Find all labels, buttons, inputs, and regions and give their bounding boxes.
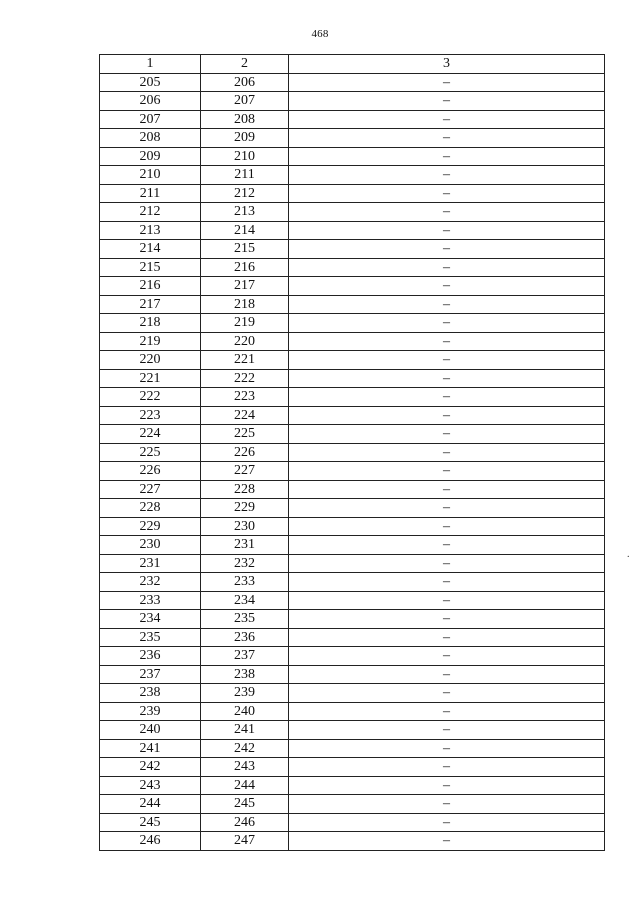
table-cell-col-3: – (289, 462, 605, 481)
table-cell-col-2: 211 (201, 166, 289, 185)
table-row (100, 166, 605, 185)
table-cell-col-3: – (289, 758, 605, 777)
table-cell-col-2: 208 (201, 110, 289, 129)
column-header-2: 2 (201, 55, 289, 74)
table-cell-col-1: 242 (100, 758, 201, 777)
table-row (100, 832, 605, 851)
table-cell-col-2: 225 (201, 425, 289, 444)
table-cell-col-2: 233 (201, 573, 289, 592)
table-cell-col-3: – (289, 406, 605, 425)
table-row (100, 332, 605, 351)
table-cell-col-2: 223 (201, 388, 289, 407)
table-row (100, 462, 605, 481)
table-cell-col-2: 220 (201, 332, 289, 351)
table-row (100, 221, 605, 240)
table-cell-col-2: 214 (201, 221, 289, 240)
table-cell-col-1: 222 (100, 388, 201, 407)
table-row (100, 92, 605, 111)
table-cell-col-2: 246 (201, 813, 289, 832)
table-body (100, 73, 605, 850)
table-cell-col-2: 237 (201, 647, 289, 666)
table-row (100, 406, 605, 425)
table-cell-col-2: 210 (201, 147, 289, 166)
table-cell-col-1: 245 (100, 813, 201, 832)
table-cell-col-2: 227 (201, 462, 289, 481)
table-cell-col-3: – (289, 425, 605, 444)
table-cell-col-2: 247 (201, 832, 289, 851)
table-cell-col-1: 238 (100, 684, 201, 703)
table-cell-col-1: 206 (100, 92, 201, 111)
table-row (100, 203, 605, 222)
table-cell-col-2: 217 (201, 277, 289, 296)
table-cell-col-3: – (289, 221, 605, 240)
table-cell-col-3: – (289, 73, 605, 92)
table-row (100, 721, 605, 740)
table-cell-col-1: 216 (100, 277, 201, 296)
table-cell-col-3: – (289, 721, 605, 740)
table-cell-col-1: 219 (100, 332, 201, 351)
column-header-1: 1 (100, 55, 201, 74)
table-cell-col-1: 237 (100, 665, 201, 684)
table-cell-col-1: 209 (100, 147, 201, 166)
table-cell-col-2: 216 (201, 258, 289, 277)
table-row (100, 813, 605, 832)
table-cell-col-2: 230 (201, 517, 289, 536)
table-cell-col-3: – (289, 314, 605, 333)
table-cell-col-3: – (289, 332, 605, 351)
table-cell-col-3: – (289, 554, 605, 573)
table-cell-col-1: 208 (100, 129, 201, 148)
table-row (100, 388, 605, 407)
table-row (100, 314, 605, 333)
table-cell-col-1: 226 (100, 462, 201, 481)
table-cell-col-1: 235 (100, 628, 201, 647)
table-cell-col-2: 212 (201, 184, 289, 203)
table-cell-col-1: 205 (100, 73, 201, 92)
table-row (100, 758, 605, 777)
table-cell-col-1: 233 (100, 591, 201, 610)
table-cell-col-3: – (289, 795, 605, 814)
table-cell-col-1: 232 (100, 573, 201, 592)
table-cell-col-2: 207 (201, 92, 289, 111)
table-row (100, 73, 605, 92)
table-cell-col-3: – (289, 536, 605, 555)
table-cell-col-3: – (289, 147, 605, 166)
table-row (100, 739, 605, 758)
table-cell-col-1: 213 (100, 221, 201, 240)
table-cell-col-3: – (289, 610, 605, 629)
table-cell-col-2: 236 (201, 628, 289, 647)
table-cell-col-3: – (289, 480, 605, 499)
table-header-row (100, 55, 605, 74)
table-cell-col-3: – (289, 443, 605, 462)
table-row (100, 147, 605, 166)
table-cell-col-3: – (289, 647, 605, 666)
column-header-3: 3 (289, 55, 605, 74)
table-cell-col-3: – (289, 388, 605, 407)
table-cell-col-3: – (289, 184, 605, 203)
table-cell-col-1: 211 (100, 184, 201, 203)
table-cell-col-2: 239 (201, 684, 289, 703)
table-cell-col-3: – (289, 832, 605, 851)
table-row (100, 277, 605, 296)
table-row (100, 795, 605, 814)
table-row (100, 554, 605, 573)
table-cell-col-3: – (289, 129, 605, 148)
table-cell-col-3: – (289, 92, 605, 111)
table-cell-col-1: 228 (100, 499, 201, 518)
table-cell-col-1: 239 (100, 702, 201, 721)
table-row (100, 258, 605, 277)
table-cell-col-2: 213 (201, 203, 289, 222)
table-cell-col-2: 234 (201, 591, 289, 610)
table-row (100, 591, 605, 610)
table-row (100, 628, 605, 647)
table-cell-col-1: 241 (100, 739, 201, 758)
table-cell-col-2: 219 (201, 314, 289, 333)
table-cell-col-3: – (289, 665, 605, 684)
table-cell-col-1: 230 (100, 536, 201, 555)
page-number: 468 (311, 28, 329, 40)
table-cell-col-1: 234 (100, 610, 201, 629)
table-cell-col-2: 229 (201, 499, 289, 518)
table-cell-col-2: 222 (201, 369, 289, 388)
table-cell-col-2: 242 (201, 739, 289, 758)
table-cell-col-3: – (289, 110, 605, 129)
table-cell-col-3: – (289, 591, 605, 610)
table-cell-col-1: 240 (100, 721, 201, 740)
table-row (100, 369, 605, 388)
margin-mark: . (627, 549, 630, 560)
table-cell-col-1: 244 (100, 795, 201, 814)
table-cell-col-2: 235 (201, 610, 289, 629)
table-cell-col-2: 226 (201, 443, 289, 462)
table-cell-col-2: 231 (201, 536, 289, 555)
table-row (100, 702, 605, 721)
table-cell-col-2: 228 (201, 480, 289, 499)
table-cell-col-3: – (289, 702, 605, 721)
table-row (100, 776, 605, 795)
table-cell-col-3: – (289, 166, 605, 185)
table-cell-col-3: – (289, 499, 605, 518)
table-row (100, 499, 605, 518)
table-cell-col-3: – (289, 351, 605, 370)
table-cell-col-1: 210 (100, 166, 201, 185)
table-cell-col-1: 215 (100, 258, 201, 277)
table-cell-col-2: 218 (201, 295, 289, 314)
table-cell-col-2: 238 (201, 665, 289, 684)
table-row (100, 425, 605, 444)
table-cell-col-3: – (289, 776, 605, 795)
table-cell-col-1: 214 (100, 240, 201, 259)
table-row (100, 684, 605, 703)
table-cell-col-3: – (289, 277, 605, 296)
table-cell-col-2: 245 (201, 795, 289, 814)
table-cell-col-1: 217 (100, 295, 201, 314)
table-row (100, 610, 605, 629)
table-row (100, 110, 605, 129)
table-cell-col-1: 236 (100, 647, 201, 666)
table-row (100, 295, 605, 314)
table-cell-col-3: – (289, 684, 605, 703)
table-cell-col-3: – (289, 739, 605, 758)
table-cell-col-1: 225 (100, 443, 201, 462)
table-cell-col-1: 224 (100, 425, 201, 444)
table-cell-col-3: – (289, 240, 605, 259)
table-cell-col-1: 227 (100, 480, 201, 499)
table-cell-col-1: 243 (100, 776, 201, 795)
data-table (99, 54, 605, 851)
table-cell-col-3: – (289, 813, 605, 832)
table-row (100, 647, 605, 666)
table-cell-col-2: 240 (201, 702, 289, 721)
table-cell-col-1: 229 (100, 517, 201, 536)
table-cell-col-1: 231 (100, 554, 201, 573)
table-cell-col-3: – (289, 573, 605, 592)
table-row (100, 240, 605, 259)
table-cell-col-2: 241 (201, 721, 289, 740)
table-row (100, 480, 605, 499)
table-cell-col-3: – (289, 369, 605, 388)
table-cell-col-2: 215 (201, 240, 289, 259)
table-cell-col-2: 244 (201, 776, 289, 795)
table-cell-col-3: – (289, 517, 605, 536)
table-row (100, 536, 605, 555)
table-cell-col-1: 221 (100, 369, 201, 388)
table-row (100, 573, 605, 592)
table-cell-col-2: 232 (201, 554, 289, 573)
table-cell-col-3: – (289, 258, 605, 277)
table-cell-col-1: 218 (100, 314, 201, 333)
table-cell-col-3: – (289, 203, 605, 222)
table-row (100, 517, 605, 536)
table-cell-col-3: – (289, 628, 605, 647)
table-cell-col-1: 207 (100, 110, 201, 129)
table-row (100, 443, 605, 462)
table-cell-col-1: 212 (100, 203, 201, 222)
table-cell-col-2: 243 (201, 758, 289, 777)
table-cell-col-1: 220 (100, 351, 201, 370)
table-row (100, 129, 605, 148)
table-cell-col-1: 223 (100, 406, 201, 425)
table-cell-col-3: – (289, 295, 605, 314)
table-cell-col-1: 246 (100, 832, 201, 851)
table-cell-col-2: 221 (201, 351, 289, 370)
table-row (100, 665, 605, 684)
table-row (100, 351, 605, 370)
table-cell-col-2: 206 (201, 73, 289, 92)
table-cell-col-2: 209 (201, 129, 289, 148)
table-cell-col-2: 224 (201, 406, 289, 425)
table-row (100, 184, 605, 203)
